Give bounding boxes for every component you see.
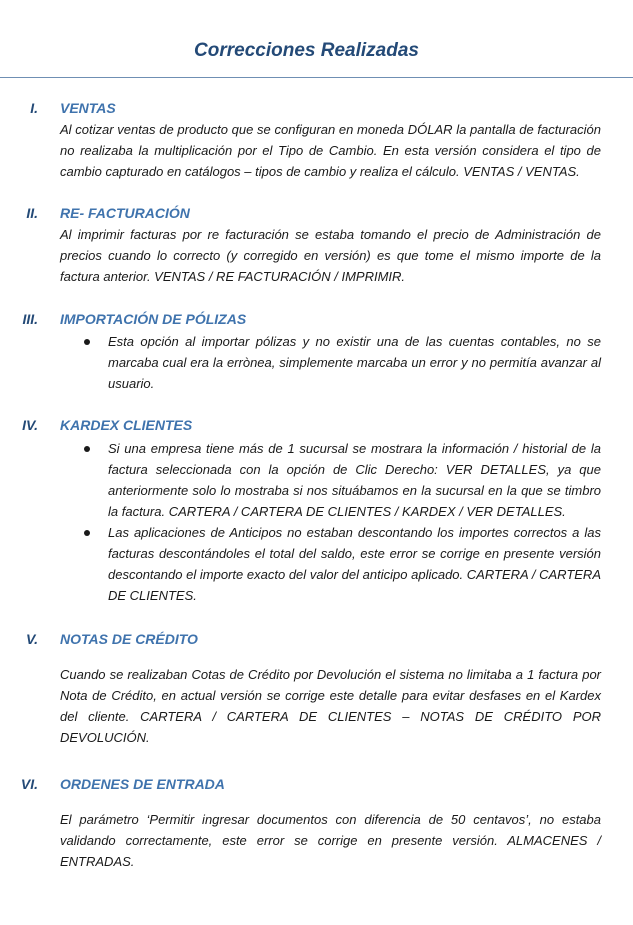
section-text: Cuando se realizaban Cotas de Crédito por Devolución el sistema no limitaba a 1 factura por Nota de Crédito, en actual versión se corrige este detalle para evitar desfases en el Kardex del cliente. CARTERA / CARTERA DE CLIENTES – NOTAS DE CRÉDITO POR DEVOLUCIÓN.: [60, 667, 601, 745]
bullet-list: [0, 331, 633, 394]
section-heading: ORDENES DE ENTRADA: [60, 776, 225, 792]
section-heading: NOTAS DE CRÉDITO: [60, 631, 198, 647]
bullet-icon: [84, 530, 90, 536]
section-numeral: VI.: [20, 776, 38, 792]
section-heading: RE- FACTURACIÓN: [60, 205, 190, 221]
list-item: [0, 331, 633, 394]
title-divider: [0, 77, 633, 78]
section-heading: KARDEX CLIENTES: [60, 417, 193, 433]
section-numeral: V.: [26, 631, 38, 647]
bullet-list: [0, 438, 633, 606]
section-numeral: I.: [30, 100, 38, 116]
section-text: Al imprimir facturas por re facturación se estaba tomando el precio de Administración de precios cuando lo correcto (y corregido en versión) es que tome el mismo importe de la factura anterior. VENTAS / RE FACTURACIÓN / IMPRIMIR.: [60, 227, 601, 284]
bullet-icon: [84, 446, 90, 452]
bullet-icon: [84, 339, 90, 345]
list-item-text: Las aplicaciones de Anticipos no estaban descontando los importes correctos a las facturas descontándoles el total del saldo, este error se corrige en presente versión descontando el importe exacto del valor del anticipo aplicado. CARTERA / CARTERA DE CLIENTES.: [108, 525, 601, 603]
list-item: [0, 438, 633, 522]
section-numeral: IV.: [22, 417, 38, 433]
page-title: Correcciones Realizadas: [194, 40, 419, 61]
section-text: El parámetro ‘Permitir ingresar documentos con diferencia de 50 centavos’, no estaba validando correctamente, este error se corrige en presente versión. ALMACENES / ENTRADAS.: [60, 812, 601, 869]
list-item: [0, 522, 633, 606]
section-numeral: II.: [26, 205, 38, 221]
section-numeral: III.: [22, 311, 38, 327]
list-item-text: Esta opción al importar pólizas y no existir una de las cuentas contables, no se marcaba cual era la errònea, simplemente marcaba un error y no permitía avanzar al usuario.: [108, 334, 601, 391]
list-item-text: Si una empresa tiene más de 1 sucursal se mostrara la información / historial de la factura seleccionada con la opción de Clic Derecho: VER DETALLES, ya que anteriormente solo lo mostraba si nos situábamos en la sucursal en la que se timbro la factura. CARTERA / CARTERA DE CLIENTES / KARDEX / VER DETALLES.: [108, 441, 601, 519]
section-heading: VENTAS: [60, 100, 116, 116]
section-text: Al cotizar ventas de producto que se configuran en moneda DÓLAR la pantalla de facturación no realizaba la multiplicación por el Tipo de Cambio. En esta versión considera el tipo de cambio capturado en catálogos – tipos de cambio y realiza el cálculo. VENTAS / VENTAS.: [60, 122, 601, 179]
section-heading: IMPORTACIÓN DE PÓLIZAS: [60, 311, 247, 327]
